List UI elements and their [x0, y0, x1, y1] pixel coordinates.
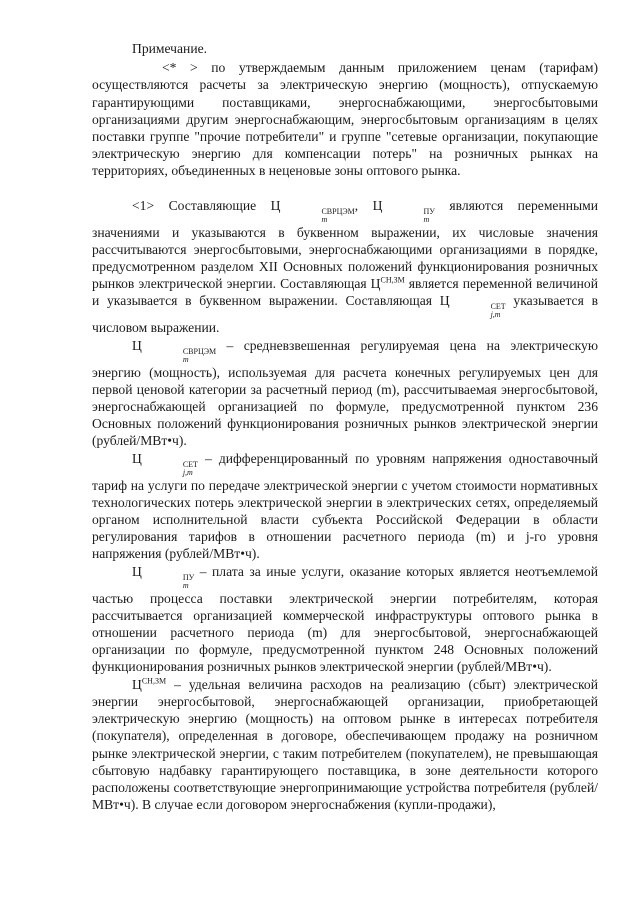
symbol-c-snzm: $Ц^{СН,ЗМ}$ — [132, 676, 167, 692]
paragraph-footnote-1 — [92, 197, 598, 337]
paragraph-definition-svrcem — [92, 337, 598, 450]
symbol-c-pu: Ц ПУ m — [372, 197, 435, 224]
symbol-c-svrcem: Ц СВРЦЭМ m — [270, 197, 355, 224]
paragraph-definition-snzm — [92, 676, 598, 814]
p2-text: – средневзвешенная регулируемая цена на электрическую энергию (мощность), используемая для расчета конечных регулируемых цен для первой ценовой категории за расчетный период (m), рассчитываемая энергосбытовой, энергоснабжающей организацией по формуле, предусмотренной пунктом 236 Основных положений функционирования розничных рынков электрической энергии (рублей/МВт•ч). — [92, 337, 598, 449]
p1-text-c: являются переменными значениями и указываются в буквенном выражении, их числовые значения рассчитываются энергосбытовыми, энергоснабжающими организациями в порядке, предусмотренном разделом XII Основных положений функционирования розничных рынков электрической энергии. Составляющая — [92, 197, 599, 292]
paragraph-definition-set — [92, 450, 598, 563]
note-footnote: <* > по утверждаемым данным приложением ценам (тарифам) осуществляются расчеты за электрическую энергию (мощность), отпускаемую гарантирующими поставщиками, энергоснабжающими, энергосбытовыми организациями другим энергоснабжающим, энергосбытовым организациям в целях поставки группе "прочие потребители" и группе "сетевые организации, покупающие электрическую энергию для компенсации потерь" на розничных рынках на территориях, объединенных в неценовые зоны оптового рынка. — [92, 60, 598, 179]
symbol-c-svrcem: Ц СВРЦЭМ m — [132, 337, 217, 364]
note-heading: Примечание. — [132, 41, 208, 56]
p1-text-d: является переменной величиной и указывается в буквенном выражении. Составляющая — [92, 276, 598, 309]
p1-text-e: указывается в числовом выражении. — [92, 293, 598, 336]
symbol-c-snzm: $Ц^{СН,ЗМ}$ — [370, 275, 405, 292]
p5-text: – удельная величина расходов на реализацию (сбыт) электрической энергии энергосбытовой, энергоснабжающей организации, приобретающей электрическую энергию (мощность) на оптовом рынке в интересах потребителя (покупателя), определенная в договоре, обеспечивающем продажу на розничном рынке электрической энергии, с таким потребителем (покупателем), не превышающая сбытовую надбавку гарантирующего поставщика, в зоне деятельности которого расположены соответствующие энергопринимающие устройства потребителя (рублей/МВт•ч). В случае если договором энергоснабжения (купли-продажи), — [92, 676, 598, 813]
symbol-c-pu: Ц ПУ m — [132, 563, 195, 590]
symbol-c-set: Ц СЕТ j,m — [132, 450, 198, 477]
document-page — [92, 40, 598, 813]
p3-text: – дифференцированный по уровням напряжения одноставочный тариф на услуги по передаче электрической энергии с учетом стоимости нормативных технологических потерь электрической энергии в электрических сетях, определяемый органом исполнительной власти субъекта Российской Федерации в области регулирования тарифов в отношении расчетного периода (m) и j-го уровня напряжения (рублей/МВт•ч). — [92, 450, 598, 562]
p1-text-b: , — [354, 197, 373, 213]
symbol-c-set: Ц СЕТ j,m — [439, 293, 506, 320]
paragraph-definition-pu — [92, 563, 598, 676]
p4-text: – плата за иные услуги, оказание которых является неотъемлемой частью процесса поставки электрической энергии потребителям, которая рассчитывается организацией коммерческой инфраструктуры оптового рынка в отношении расчетного периода (m) для энергосбытовой, энергоснабжающей организации по формуле, предусмотренной пунктом 248 Основных положений функционирования розничных рынков электрической энергии (рублей/МВт•ч). — [92, 563, 599, 675]
spacer — [92, 180, 598, 197]
p1-text-a: <1> Составляющие — [132, 197, 271, 213]
